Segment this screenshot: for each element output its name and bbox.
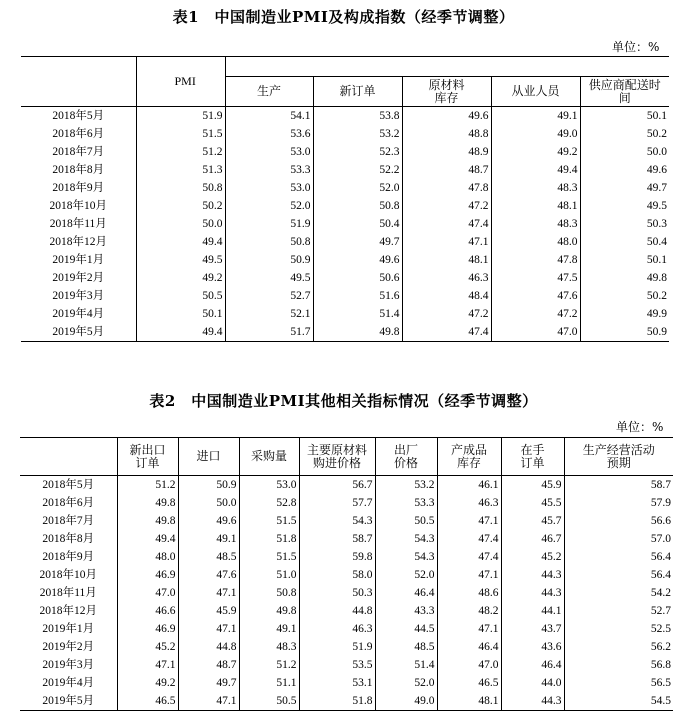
cell-value: 44.3 [501, 692, 564, 711]
table1-corner-header [21, 57, 136, 107]
row-date: 2018年11月 [49, 218, 107, 230]
cell-value: 51.2 [136, 143, 225, 161]
cell-value: 49.4 [136, 233, 225, 251]
table-row [20, 656, 673, 674]
cell-value: 48.3 [491, 179, 580, 197]
cell-value: 51.9 [136, 107, 225, 126]
cell-value: 53.0 [225, 179, 313, 197]
cell-value: 51.1 [239, 674, 299, 692]
cell-value: 50.9 [225, 251, 313, 269]
cell-value: 50.3 [580, 215, 669, 233]
cell-value: 50.9 [580, 323, 669, 342]
cell-value: 47.0 [117, 584, 178, 602]
pmi-composition-table [21, 56, 669, 342]
cell-value: 56.6 [564, 512, 673, 530]
cell-value: 54.1 [225, 107, 313, 126]
cell-value: 46.9 [117, 566, 178, 584]
cell-value: 50.8 [136, 179, 225, 197]
cell-value: 47.2 [491, 305, 580, 323]
cell-value: 52.1 [225, 305, 313, 323]
cell-value: 43.7 [501, 620, 564, 638]
cell-value: 58.0 [299, 566, 375, 584]
table2-col-header: 主要原材料 购进价格 [299, 438, 375, 476]
table-row [21, 323, 669, 342]
cell-value: 57.7 [299, 494, 375, 512]
table-row [20, 566, 673, 584]
cell-value: 48.3 [491, 215, 580, 233]
cell-value: 51.4 [375, 656, 437, 674]
table-row [21, 197, 669, 215]
table2-col-header: 新出口 订单 [117, 438, 178, 476]
cell-value: 46.4 [375, 584, 437, 602]
cell-value: 58.7 [299, 530, 375, 548]
cell-value: 56.2 [564, 638, 673, 656]
row-date: 2018年8月 [42, 533, 95, 545]
table-row [21, 233, 669, 251]
cell-value: 50.2 [580, 287, 669, 305]
cell-value: 53.2 [313, 125, 402, 143]
cell-value: 51.8 [239, 530, 299, 548]
cell-value: 50.6 [313, 269, 402, 287]
cell-value: 49.2 [491, 143, 580, 161]
cell-value: 52.7 [564, 602, 673, 620]
cell-value: 56.4 [564, 548, 673, 566]
cell-value: 47.1 [402, 233, 491, 251]
cell-value: 50.2 [580, 125, 669, 143]
cell-value: 49.6 [402, 107, 491, 126]
cell-value: 48.1 [437, 692, 501, 711]
cell-value: 51.5 [239, 512, 299, 530]
table1-pmi-header: PMI [136, 57, 225, 107]
cell-value: 47.5 [491, 269, 580, 287]
cell-value: 48.2 [437, 602, 501, 620]
row-date: 2018年5月 [42, 479, 95, 491]
table2-col-header: 采购量 [239, 438, 299, 476]
cell-value: 52.0 [225, 197, 313, 215]
cell-value: 46.5 [437, 674, 501, 692]
cell-value: 49.1 [178, 530, 239, 548]
cell-value: 48.1 [491, 197, 580, 215]
cell-value: 47.8 [402, 179, 491, 197]
cell-value: 54.2 [564, 584, 673, 602]
cell-value: 48.0 [117, 548, 178, 566]
row-date: 2018年9月 [42, 551, 95, 563]
table-row [20, 476, 673, 495]
cell-value: 53.5 [299, 656, 375, 674]
row-date: 2018年11月 [39, 587, 97, 599]
table-row [21, 107, 669, 126]
table1-unit: 单位：% [612, 40, 660, 54]
table1-col-header: 新订单 [313, 77, 402, 107]
cell-value: 43.6 [501, 638, 564, 656]
row-date: 2018年10月 [49, 200, 107, 212]
cell-value: 49.0 [491, 125, 580, 143]
cell-value: 54.3 [375, 548, 437, 566]
cell-value: 51.9 [299, 638, 375, 656]
pmi-other-indicators-table [20, 437, 673, 711]
cell-value: 47.6 [491, 287, 580, 305]
cell-value: 49.2 [117, 674, 178, 692]
cell-value: 47.4 [402, 215, 491, 233]
cell-value: 44.3 [501, 566, 564, 584]
cell-value: 49.4 [491, 161, 580, 179]
table-row [21, 125, 669, 143]
cell-value: 47.1 [437, 512, 501, 530]
table1-col-header: 供应商配送时 间 [580, 77, 669, 107]
cell-value: 44.0 [501, 674, 564, 692]
cell-value: 46.1 [437, 476, 501, 495]
row-date: 2019年3月 [52, 290, 105, 302]
cell-value: 50.4 [313, 215, 402, 233]
cell-value: 43.3 [375, 602, 437, 620]
row-date: 2018年8月 [52, 164, 105, 176]
cell-value: 44.8 [299, 602, 375, 620]
row-date: 2019年5月 [52, 326, 105, 338]
cell-value: 44.1 [501, 602, 564, 620]
cell-value: 48.1 [402, 251, 491, 269]
cell-value: 53.3 [225, 161, 313, 179]
cell-value: 46.4 [437, 638, 501, 656]
cell-value: 50.9 [178, 476, 239, 495]
row-date: 2018年7月 [42, 515, 95, 527]
row-date: 2019年2月 [42, 641, 95, 653]
row-date: 2018年12月 [49, 236, 107, 248]
cell-value: 50.5 [239, 692, 299, 711]
cell-value: 49.8 [580, 269, 669, 287]
cell-value: 52.5 [564, 620, 673, 638]
cell-value: 51.0 [239, 566, 299, 584]
row-date: 2019年2月 [52, 272, 105, 284]
cell-value: 53.8 [313, 107, 402, 126]
cell-value: 46.3 [402, 269, 491, 287]
cell-value: 51.8 [299, 692, 375, 711]
cell-value: 47.6 [178, 566, 239, 584]
cell-value: 52.7 [225, 287, 313, 305]
cell-value: 49.6 [313, 251, 402, 269]
table-row [20, 620, 673, 638]
cell-value: 51.9 [225, 215, 313, 233]
table2-col-header: 生产经营活动 预期 [564, 438, 673, 476]
cell-value: 52.2 [313, 161, 402, 179]
cell-value: 54.5 [564, 692, 673, 711]
cell-value: 49.7 [313, 233, 402, 251]
table-row [21, 143, 669, 161]
cell-value: 50.8 [225, 233, 313, 251]
table-row [21, 179, 669, 197]
cell-value: 53.3 [375, 494, 437, 512]
cell-value: 45.2 [117, 638, 178, 656]
cell-value: 56.4 [564, 566, 673, 584]
row-date: 2018年7月 [52, 146, 105, 158]
table-row [21, 161, 669, 179]
cell-value: 50.2 [136, 197, 225, 215]
cell-value: 47.2 [402, 305, 491, 323]
cell-value: 49.5 [136, 251, 225, 269]
cell-value: 46.3 [437, 494, 501, 512]
cell-value: 49.5 [225, 269, 313, 287]
table1-col-header: 生产 [225, 77, 313, 107]
cell-value: 51.5 [136, 125, 225, 143]
cell-value: 47.4 [402, 323, 491, 342]
cell-value: 50.5 [375, 512, 437, 530]
table-row [20, 548, 673, 566]
cell-value: 49.5 [580, 197, 669, 215]
cell-value: 44.3 [501, 584, 564, 602]
cell-value: 56.8 [564, 656, 673, 674]
cell-value: 50.0 [178, 494, 239, 512]
cell-value: 53.6 [225, 125, 313, 143]
table-row [20, 584, 673, 602]
table2-title: 表2 中国制造业PMI其他相关指标情况（经季节调整） [149, 392, 538, 410]
cell-value: 49.6 [580, 161, 669, 179]
cell-value: 50.1 [580, 251, 669, 269]
table-row [20, 512, 673, 530]
cell-value: 49.8 [117, 494, 178, 512]
cell-value: 58.7 [564, 476, 673, 495]
cell-value: 49.1 [491, 107, 580, 126]
row-date: 2019年1月 [42, 623, 95, 635]
cell-value: 48.8 [402, 125, 491, 143]
cell-value: 50.1 [580, 107, 669, 126]
row-date: 2019年3月 [42, 659, 95, 671]
table2-corner-header [20, 438, 117, 476]
cell-value: 48.7 [402, 161, 491, 179]
cell-value: 44.8 [178, 638, 239, 656]
cell-value: 49.4 [136, 323, 225, 342]
cell-value: 49.2 [136, 269, 225, 287]
table-row [21, 251, 669, 269]
cell-value: 53.0 [225, 143, 313, 161]
row-date: 2019年5月 [42, 695, 95, 707]
cell-value: 54.3 [299, 512, 375, 530]
cell-value: 47.8 [491, 251, 580, 269]
cell-value: 50.0 [580, 143, 669, 161]
cell-value: 47.1 [117, 656, 178, 674]
cell-value: 54.3 [375, 530, 437, 548]
cell-value: 47.4 [437, 548, 501, 566]
cell-value: 53.0 [239, 476, 299, 495]
cell-value: 45.7 [501, 512, 564, 530]
cell-value: 50.3 [299, 584, 375, 602]
cell-value: 49.0 [375, 692, 437, 711]
table1-group-header [225, 57, 669, 77]
cell-value: 47.1 [178, 620, 239, 638]
cell-value: 50.5 [136, 287, 225, 305]
table-row [21, 269, 669, 287]
row-date: 2019年1月 [52, 254, 105, 266]
row-date: 2018年6月 [42, 497, 95, 509]
table2-col-header: 出厂 价格 [375, 438, 437, 476]
cell-value: 48.9 [402, 143, 491, 161]
cell-value: 48.6 [437, 584, 501, 602]
cell-value: 52.8 [239, 494, 299, 512]
table-row [20, 674, 673, 692]
cell-value: 51.2 [117, 476, 178, 495]
cell-value: 49.9 [580, 305, 669, 323]
cell-value: 46.3 [299, 620, 375, 638]
row-date: 2018年12月 [39, 605, 97, 617]
cell-value: 51.5 [239, 548, 299, 566]
cell-value: 51.7 [225, 323, 313, 342]
table-row [21, 305, 669, 323]
cell-value: 51.2 [239, 656, 299, 674]
cell-value: 49.7 [178, 674, 239, 692]
row-date: 2019年4月 [52, 308, 105, 320]
cell-value: 49.4 [117, 530, 178, 548]
cell-value: 59.8 [299, 548, 375, 566]
table-row [20, 494, 673, 512]
cell-value: 47.1 [178, 692, 239, 711]
cell-value: 51.3 [136, 161, 225, 179]
cell-value: 51.4 [313, 305, 402, 323]
table2-col-header: 进口 [178, 438, 239, 476]
cell-value: 48.3 [239, 638, 299, 656]
table-row [20, 602, 673, 620]
row-date: 2018年10月 [39, 569, 97, 581]
cell-value: 45.5 [501, 494, 564, 512]
cell-value: 48.0 [491, 233, 580, 251]
cell-value: 46.9 [117, 620, 178, 638]
table1-title: 表1 中国制造业PMI及构成指数（经季节调整） [172, 8, 515, 26]
cell-value: 49.8 [239, 602, 299, 620]
cell-value: 56.7 [299, 476, 375, 495]
cell-value: 51.6 [313, 287, 402, 305]
cell-value: 52.3 [313, 143, 402, 161]
table2-col-header: 产成品 库存 [437, 438, 501, 476]
cell-value: 48.5 [178, 548, 239, 566]
cell-value: 49.8 [117, 512, 178, 530]
cell-value: 47.0 [437, 656, 501, 674]
table1-col-header: 从业人员 [491, 77, 580, 107]
cell-value: 47.1 [178, 584, 239, 602]
cell-value: 47.2 [402, 197, 491, 215]
table-row [20, 638, 673, 656]
row-date: 2018年6月 [52, 128, 105, 140]
table-row [21, 215, 669, 233]
cell-value: 50.4 [580, 233, 669, 251]
cell-value: 56.5 [564, 674, 673, 692]
row-date: 2019年4月 [42, 677, 95, 689]
cell-value: 47.0 [491, 323, 580, 342]
cell-value: 49.7 [580, 179, 669, 197]
cell-value: 48.4 [402, 287, 491, 305]
cell-value: 52.0 [375, 566, 437, 584]
cell-value: 57.0 [564, 530, 673, 548]
cell-value: 46.6 [117, 602, 178, 620]
table2-unit: 单位：% [616, 420, 664, 434]
cell-value: 48.5 [375, 638, 437, 656]
cell-value: 45.9 [178, 602, 239, 620]
cell-value: 46.7 [501, 530, 564, 548]
table1-col-header: 原材料 库存 [402, 77, 491, 107]
cell-value: 52.0 [375, 674, 437, 692]
cell-value: 47.1 [437, 620, 501, 638]
cell-value: 46.4 [501, 656, 564, 674]
cell-value: 44.5 [375, 620, 437, 638]
cell-value: 49.1 [239, 620, 299, 638]
cell-value: 50.8 [239, 584, 299, 602]
cell-value: 48.7 [178, 656, 239, 674]
cell-value: 53.1 [299, 674, 375, 692]
cell-value: 57.9 [564, 494, 673, 512]
cell-value: 49.6 [178, 512, 239, 530]
cell-value: 49.8 [313, 323, 402, 342]
cell-value: 46.5 [117, 692, 178, 711]
table-row [20, 692, 673, 711]
cell-value: 47.4 [437, 530, 501, 548]
cell-value: 50.1 [136, 305, 225, 323]
cell-value: 50.8 [313, 197, 402, 215]
cell-value: 45.2 [501, 548, 564, 566]
cell-value: 50.0 [136, 215, 225, 233]
cell-value: 52.0 [313, 179, 402, 197]
table-row [20, 530, 673, 548]
row-date: 2018年5月 [52, 110, 105, 122]
cell-value: 47.1 [437, 566, 501, 584]
cell-value: 45.9 [501, 476, 564, 495]
row-date: 2018年9月 [52, 182, 105, 194]
table-row [21, 287, 669, 305]
cell-value: 53.2 [375, 476, 437, 495]
table2-col-header: 在手 订单 [501, 438, 564, 476]
